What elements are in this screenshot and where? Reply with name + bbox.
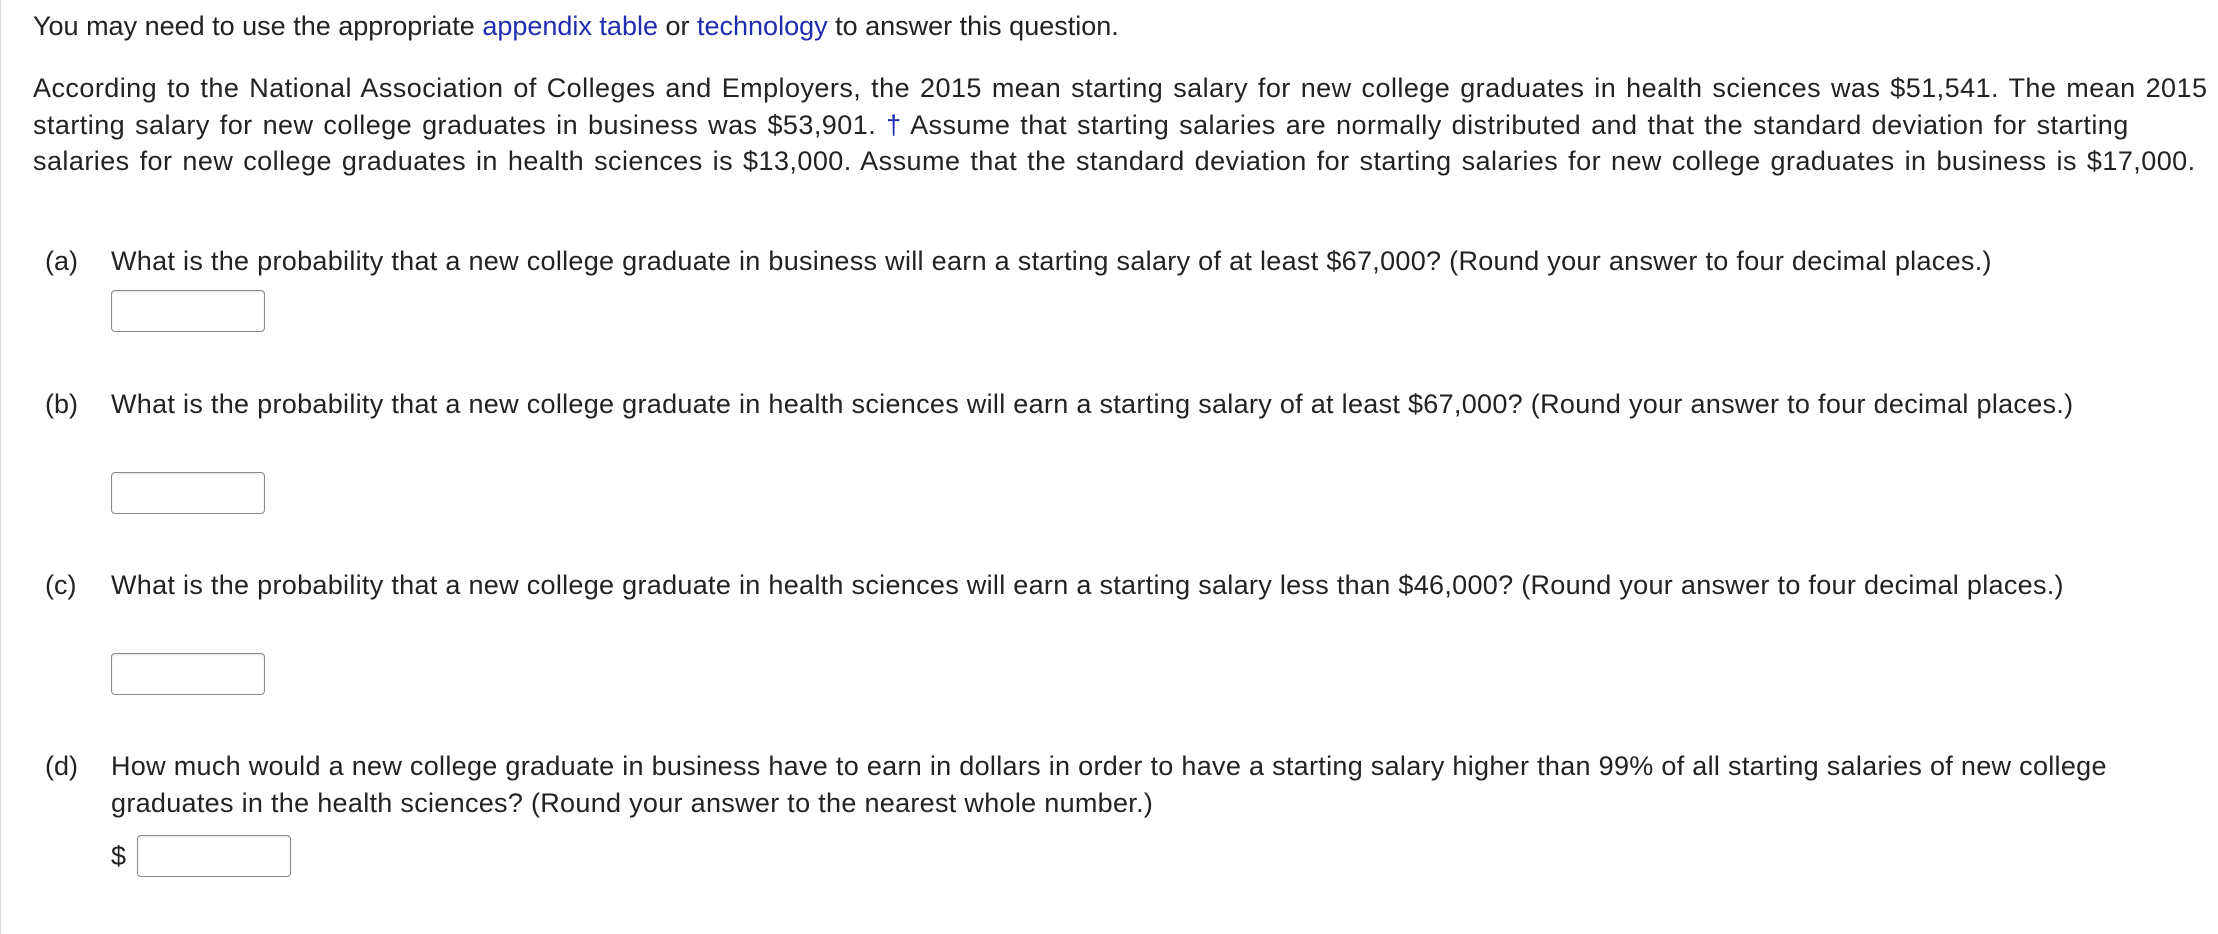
footnote-dagger-link[interactable]: †	[886, 109, 902, 140]
question-b-letter: (b)	[45, 389, 78, 419]
question-c-text: What is the probability that a new college graduate in health sciences will earn a starting salary less than $46,000? (Round your answer to four decimal places.)	[111, 570, 2064, 600]
answer-d-input[interactable]	[137, 835, 291, 877]
instruction-middle: or	[657, 11, 697, 41]
question-a-text: What is the probability that a new college graduate in business will earn a starting salary of at least $67,000? (Round your answer to four decimal places.)	[111, 246, 1992, 276]
instruction-suffix: to answer this question.	[827, 11, 1119, 41]
appendix-table-link[interactable]: appendix table	[482, 11, 658, 41]
question-d-letter: (d)	[45, 751, 78, 781]
technology-link[interactable]: technology	[697, 11, 828, 41]
instruction-prefix: You may need to use the appropriate	[33, 11, 483, 41]
question-a-letter: (a)	[45, 246, 78, 276]
problem-statement	[33, 70, 2213, 180]
answer-a-input[interactable]	[111, 290, 265, 332]
dollar-sign: $	[111, 841, 127, 871]
instruction-line	[33, 8, 2213, 45]
answer-c-input[interactable]	[111, 653, 265, 695]
problem-text-2: Assume that starting salaries are normally distributed and that the standard deviation for starting salaries for new college graduates in health sciences is $13,000. Assume that the standard deviation for starting salaries for new college graduates in business is $17,000.	[33, 109, 2196, 176]
problem-text-1: According to the National Association of Colleges and Employers, the 2015 mean starting salary for new college graduates in health sciences was $51,541. The mean 2015 starting salary for new college graduates in business was $53,901.	[33, 73, 2208, 140]
question-d-text: How much would a new college graduate in business have to earn in dollars in order to have a starting salary higher than 99% of all starting salaries of new college graduates in the health sciences? (Round your answer to the nearest whole number.)	[111, 751, 2107, 818]
question-c-letter: (c)	[45, 570, 77, 600]
answer-b-input[interactable]	[111, 472, 265, 514]
question-b-text: What is the probability that a new college graduate in health sciences will earn a starting salary of at least $67,000? (Round your answer to four decimal places.)	[111, 389, 2074, 419]
